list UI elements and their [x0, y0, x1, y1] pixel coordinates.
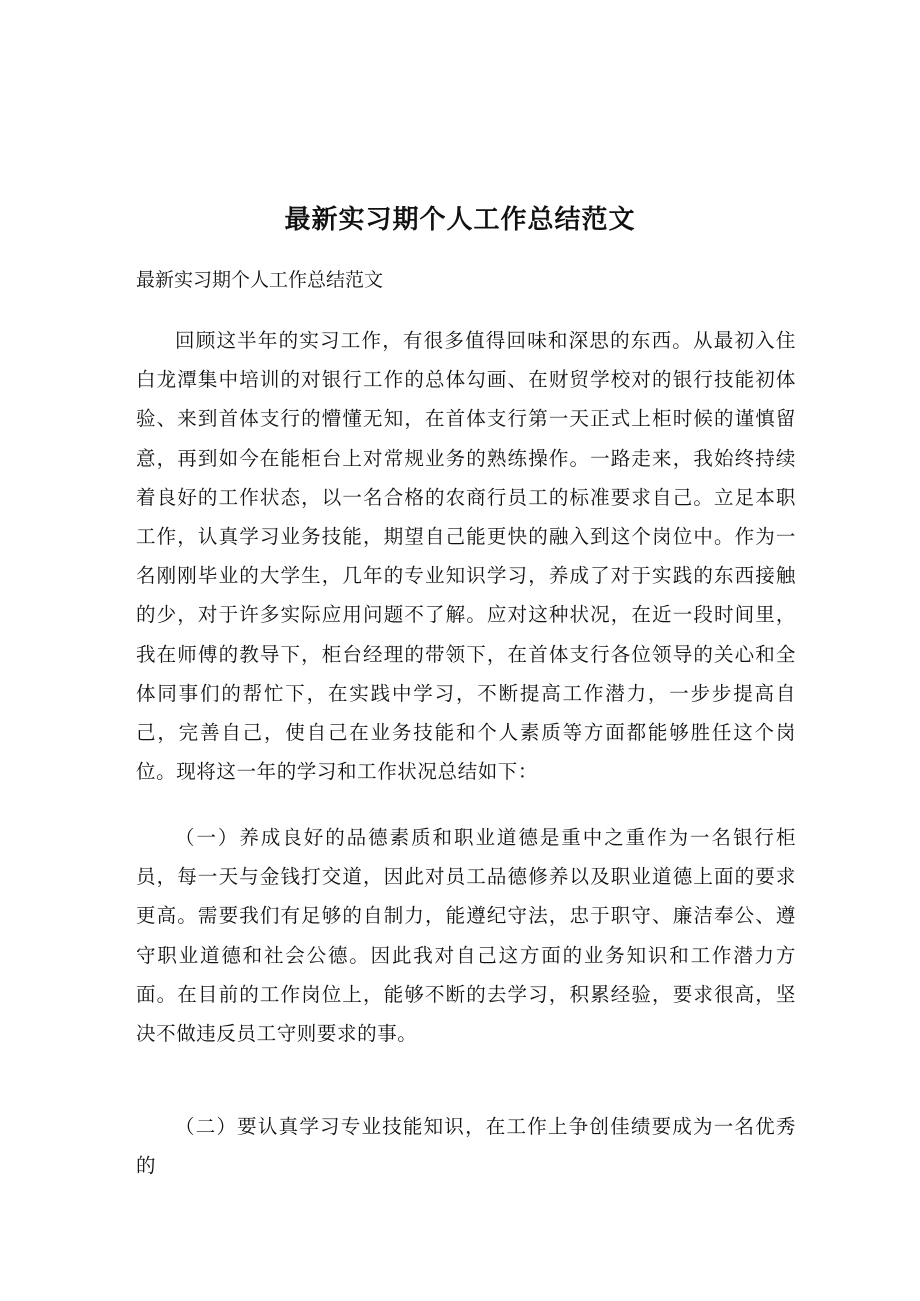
paragraph-2: （一）养成良好的品德素质和职业道德是重中之重作为一名银行柜员，每一天与金钱打交道，因此对员工品德修养以及职业道德上面的要求更高。需要我们有足够的自制力，能遵纪守法，忠于职守、廉洁奉公、遵守职业道德和社会公德。因此我对自己这方面的业务知识和工作潜力方面。在目前的工作岗位上，能够不断的去学习，积累经验，要求很高，坚决不做违反员工守则要求的事。	[136, 826, 796, 1046]
document-title: 最新实习期个人工作总结范文	[284, 205, 636, 235]
document-subtitle: 最新实习期个人工作总结范文	[136, 269, 384, 291]
paragraph-1: 回顾这半年的实习工作，有很多值得回味和深思的东西。从最初入住白龙潭集中培训的对银行工作的总体勾画、在财贸学校对的银行技能初体验、来到首体支行的懵懂无知，在首体支行第一天正式上柜时候的谨慎留意，再到如今在能柜台上对常规业务的熟练操作。一路走来，我始终持续着良好的工作状态，以一名合格的农商行员工的标准要求自己。立足本职工作，认真学习业务技能，期望自己能更快的融入到这个岗位中。作为一名刚刚毕业的大学生，几年的专业知识学习，养成了对于实践的东西接触的少，对于许多实际应用问题不了解。应对这种状况，在近一段时间里，我在师傅的教导下，柜台经理的带领下，在首体支行各位领导的关心和全体同事们的帮忙下，在实践中学习，不断提高工作潜力，一步步提高自己，完善自己，使自己在业务技能和个人素质等方面都能够胜任这个岗位。现将这一年的学习和工作状况总结如下：	[136, 329, 796, 784]
paragraph-3: （二）要认真学习专业技能知识，在工作上争创佳绩要成为一名优秀的	[136, 1115, 796, 1178]
